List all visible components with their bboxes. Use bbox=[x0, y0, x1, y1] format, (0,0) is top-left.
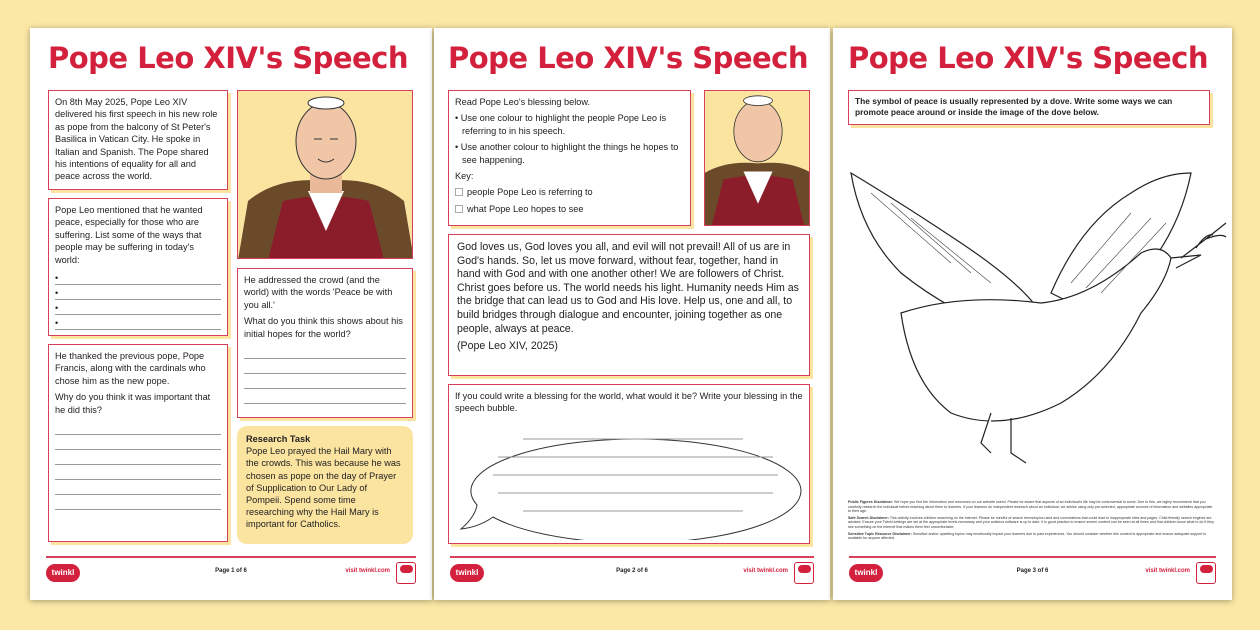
blessing-quote-box bbox=[448, 234, 810, 376]
pope-portrait-small bbox=[704, 90, 810, 226]
page-footer bbox=[849, 556, 1216, 588]
twinkl-logo[interactable]: twinkl bbox=[849, 564, 883, 582]
suffering-box bbox=[48, 198, 228, 336]
answer-line[interactable] bbox=[55, 450, 221, 465]
blessing-prompt: If you could write a blessing for the world, what would it be? Write your blessing in the speech bubble. bbox=[455, 391, 803, 414]
answer-line[interactable] bbox=[244, 389, 406, 404]
thanked-box bbox=[48, 344, 228, 542]
visit-link[interactable]: visit twinkl.com bbox=[345, 568, 390, 574]
answer-line[interactable] bbox=[55, 480, 221, 495]
key-item-people: people Pope Leo is referring to bbox=[455, 186, 684, 198]
disclaimers: Public Figures Disclaimer: We hope you find the information and resources on our website useful. Please be aware that aspects of an individual's life may be controversial to some. Due to this, we highly recommend that you carefully research the individual before teaching about them to learners. If your learners do independent research about an individual, we advise using only pre-selected, appropriate sources of information and websites appropriate to their age. Safe Search Disclaimer: This activity involves children searching on the internet. Please be mindful of search terms/topics used and connotations that could lead to inappropriate sites and pages. Child friendly search engines are advised. Ensure your Twinkl settings are set at the appropriate levels necessary and your antivirus software is up to date. It is good practice to ensure screen content can be seen at all times and that children know what to do if they see something on the internet that makes them feel uncomfortable. Sensitive Topic Resource Disclaimer: Sensitive and/or upsetting topics may emotionally impact your learners due to past experiences. You should consider whether this content is appropriate and ensure adequate support is available for anyone affected. bbox=[848, 500, 1214, 541]
instruction-read: Read Pope Leo's blessing below. bbox=[455, 97, 591, 107]
page-footer bbox=[450, 556, 814, 588]
answer-line[interactable] bbox=[244, 344, 406, 359]
answer-line[interactable] bbox=[55, 315, 221, 330]
checkbox[interactable] bbox=[455, 205, 463, 213]
speech-bubble[interactable] bbox=[453, 425, 803, 540]
suffering-prompt: Pope Leo mentioned that he wanted peace, especially for those who are suffering. List some of the ways that people may be suffering in today's world: bbox=[55, 205, 203, 265]
answer-line[interactable] bbox=[55, 420, 221, 435]
research-task bbox=[237, 426, 413, 544]
crowd-box bbox=[237, 268, 413, 418]
answer-line[interactable] bbox=[55, 300, 221, 315]
page-title: Pope Leo XIV's Speech bbox=[448, 41, 809, 75]
page-title: Pope Leo XIV's Speech bbox=[48, 41, 409, 75]
key-item-hopes: what Pope Leo hopes to see bbox=[455, 203, 684, 215]
instructions-box bbox=[448, 90, 691, 226]
answer-line[interactable] bbox=[55, 270, 221, 285]
answer-line[interactable] bbox=[55, 495, 221, 510]
crowd-question: What do you think this shows about his initial hopes for the world? bbox=[244, 316, 403, 339]
page-number: Page 1 of 6 bbox=[215, 568, 247, 574]
page-number: Page 3 of 6 bbox=[1016, 568, 1049, 574]
answer-line[interactable] bbox=[55, 435, 221, 450]
write-blessing-box bbox=[448, 384, 810, 544]
quote-citation: (Pope Leo XIV, 2025) bbox=[457, 340, 558, 353]
quality-badge-icon bbox=[396, 562, 416, 584]
pope-illustration bbox=[238, 91, 413, 259]
twinkl-logo[interactable]: twinkl bbox=[46, 564, 80, 582]
answer-line[interactable] bbox=[244, 374, 406, 389]
worksheet-page-1 bbox=[30, 28, 432, 600]
worksheet-page-3 bbox=[833, 28, 1232, 600]
blessing-quote: God loves us, God loves you all, and evil will not prevail! All of us are in God's hands. So, let us move forward, without fear, together, hand in hand with God and with one another other! We are followers of Christ. Christ goes before us. The world needs his light. Humanity needs Him as the bridge that can lead us to God and His love. Help us, one and all, to build bridges through dialogue and encounter, joining together as one people, always at peace. bbox=[457, 241, 799, 335]
thanked-intro: He thanked the previous pope, Pope Francis, along with the cardinals who chose him as the new pope. bbox=[55, 351, 206, 386]
dove-prompt: The symbol of peace is usually represented by a dove. Write some ways we can promote peace around or inside the image of the dove below. bbox=[855, 96, 1173, 117]
key-label: Key: bbox=[455, 171, 474, 182]
visit-link[interactable]: visit twinkl.com bbox=[1145, 568, 1190, 574]
crowd-intro: He addressed the crowd (and the world) with the words 'Peace be with you all.' bbox=[244, 275, 393, 310]
dove-drawing[interactable] bbox=[841, 163, 1231, 473]
answer-line[interactable] bbox=[55, 465, 221, 480]
instruction-bullet: • Use one colour to highlight the people Pope Leo is referring to in his speech. bbox=[455, 113, 667, 136]
quality-badge-icon bbox=[1196, 562, 1216, 584]
thanked-question: Why do you think it was important that he did this? bbox=[55, 392, 211, 415]
twinkl-logo[interactable]: twinkl bbox=[450, 564, 484, 582]
research-title: Research Task bbox=[246, 434, 311, 444]
checkbox[interactable] bbox=[455, 188, 463, 196]
quality-badge-icon bbox=[794, 562, 814, 584]
answer-line[interactable] bbox=[55, 285, 221, 300]
pope-portrait bbox=[237, 90, 413, 259]
visit-link[interactable]: visit twinkl.com bbox=[743, 568, 788, 574]
instruction-bullet: • Use another colour to highlight the things he hopes to see happening. bbox=[455, 142, 679, 165]
worksheet-page-2 bbox=[434, 28, 830, 600]
page-number: Page 2 of 6 bbox=[616, 568, 648, 574]
answer-line[interactable] bbox=[244, 359, 406, 374]
page-title: Pope Leo XIV's Speech bbox=[848, 41, 1209, 75]
intro-box: On 8th May 2025, Pope Leo XIV delivered his first speech in his new role as pope from the balcony of St Peter's Basilica in Vatican City. He spoke in Italian and Spanish. The Pope shared his intentions of equality for all and peace across the world. bbox=[48, 90, 228, 190]
dove-prompt-box bbox=[848, 90, 1210, 125]
research-text: Pope Leo prayed the Hail Mary with the crowds. This was because he was chosen as pope on the day of Prayer of Supplication to Our Lady of Pompeii. Spend some time researching why the Hail Mary is important for Catholics. bbox=[246, 446, 401, 530]
pope-illustration bbox=[705, 91, 810, 226]
page-footer bbox=[46, 556, 416, 588]
